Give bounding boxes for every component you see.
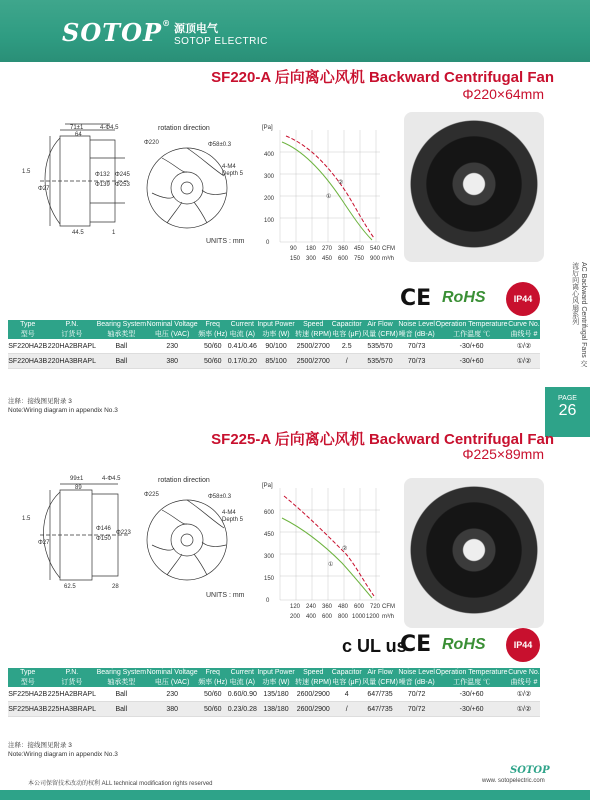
svg-text:Depth 5: Depth 5 [222,517,244,523]
section1-title: SF220-A 后向离心风机 Backward Centrifugal Fan [211,69,554,86]
section1-rotation-label: rotation direction [158,125,210,132]
svg-text:①: ① [328,562,334,568]
svg-text:Φ27: Φ27 [38,540,50,546]
svg-text:4-M4: 4-M4 [222,164,236,170]
section2-performance-chart [262,478,402,628]
section2-rotation-label: rotation direction [158,477,210,484]
section2-spec-table [8,668,540,717]
svg-text:400: 400 [264,152,275,158]
svg-text:[Pa]: [Pa] [262,125,273,131]
svg-text:0: 0 [266,598,270,604]
svg-text:②: ② [338,180,344,186]
dim-d2: Φ139 [95,182,110,188]
ip44-badge-2: IP44 [506,628,540,662]
logo: SOTOP® [62,18,172,47]
ce-mark-2: CE [400,632,432,657]
section2-units: UNITS : mm [206,592,245,599]
svg-text:0: 0 [266,240,270,246]
svg-text:600: 600 [322,614,333,620]
table-header-en: Type P.N. Bearing System Nominal Voltage Freq Current Input Power Speed Capacitor Air Flow Noise Level Operation Temperature Curve No. [8,668,540,678]
svg-text:200: 200 [264,196,275,202]
sidebar-label: AC Backward Centrifugal Fans 交流后向离心风扇系列 [571,262,587,367]
svg-text:Φ225: Φ225 [144,492,159,498]
svg-text:600: 600 [264,510,275,516]
footer-bar [0,790,590,800]
svg-text:200: 200 [290,614,301,620]
footer-website[interactable]: www. sotopelectric.com [482,778,545,784]
svg-text:450: 450 [264,532,275,538]
section2-title: SF225-A 后向离心风机 Backward Centrifugal Fan [211,431,554,448]
svg-text:Φ223: Φ223 [116,530,131,536]
ce-mark: CE [400,286,432,311]
table-header-cn: 型号 订货号 轴承类型 电压 (VAC) 频率 (Hz) 电流 (A) 功率 (W) 转速 (RPM) 电容 (μF) 风量 (CFM) 噪音 (dB-A) 工作温度 ℃ 曲线号 # [8,678,540,688]
section2-subtitle: Φ225×89mm [462,446,544,462]
svg-text:150: 150 [264,576,275,582]
svg-text:1000: 1000 [352,614,366,620]
brand-en: SOTOP ELECTRIC [174,36,268,47]
svg-text:1200: 1200 [366,614,380,620]
svg-text:720: 720 [370,604,381,610]
svg-text:900: 900 [370,256,381,262]
svg-text:Φ220: Φ220 [144,140,159,146]
table-header-cn: 型号 订货号 轴承类型 电压 (VAC) 频率 (Hz) 电流 (A) 功率 (W) 转速 (RPM) 电容 (μF) 风量 (CFM) 噪音 (dB-A) 工作温度 ℃ 曲线号 # [8,330,540,340]
brand-cn: 源顶电气 [174,23,218,35]
footer-copyright: 本公司保留技术改动的权利 ALL technical modification rights reserved [28,781,213,787]
table-row: SF220HA2B 220HA2BRAPL Ball 230 50/60 0.41/0.46 90/100 2500/2700 2.5 535/570 70/73 -30/+60 ①/② [8,339,540,354]
dim-depth: 44.5 [72,230,84,236]
section1-side-drawing [20,118,140,238]
svg-text:360: 360 [322,604,333,610]
ul-mark: c UL us [342,636,407,656]
svg-text:Φ146: Φ146 [96,526,111,532]
svg-text:99±1: 99±1 [70,476,84,482]
table-row: SF225HA2B 225HA2BRAPL Ball 230 50/60 0.60/0.90 135/180 2600/2900 4 647/735 70/72 -30/+60 ①/② [8,687,540,702]
svg-text:100: 100 [264,218,275,224]
svg-text:CFM: CFM [382,604,395,610]
svg-text:600: 600 [354,604,365,610]
svg-text:28: 28 [112,584,119,590]
svg-text:270: 270 [322,246,333,252]
svg-text:300: 300 [306,256,317,262]
svg-text:Φ58±0.3: Φ58±0.3 [208,142,232,148]
svg-text:800: 800 [338,614,349,620]
svg-text:Depth 5: Depth 5 [222,171,244,177]
svg-text:450: 450 [322,256,333,262]
svg-text:360: 360 [338,246,349,252]
svg-text:m³/h: m³/h [382,614,394,620]
svg-text:4-Φ4.5: 4-Φ4.5 [102,476,121,482]
svg-text:120: 120 [290,604,301,610]
section1-performance-chart [262,120,402,270]
dim-thick: 1.5 [22,169,31,175]
dim-d3: Φ245 [115,172,130,178]
rohs-mark: RoHS [442,289,486,306]
footer-logo: SOTOP [510,765,550,776]
svg-text:180: 180 [306,246,317,252]
svg-text:480: 480 [338,604,349,610]
svg-text:Φ58±0.3: Φ58±0.3 [208,494,232,500]
dim-shaft: Φ27 [38,186,50,192]
section2-fan-photo [404,478,544,628]
svg-text:89: 89 [75,485,82,491]
svg-text:62.5: 62.5 [64,584,76,590]
svg-text:600: 600 [338,256,349,262]
svg-text:750: 750 [354,256,365,262]
page-number-box: PAGE 26 [545,387,590,437]
table-row: SF225HA3B 225HA3BRAPL Ball 380 50/60 0.23/0.28 138/180 2600/2900 / 647/735 70/72 -30/+60 ①/② [8,702,540,717]
section2-side-drawing [20,472,140,590]
dim-d4: Φ253 [115,182,130,188]
section2-note: 注释：接线图见附录 3 Note:Wiring diagram in appendix No.3 [8,742,118,758]
dim-d1: Φ132 [95,172,110,178]
table-header-en: Type P.N. Bearing System Nominal Voltage Freq Current Input Power Speed Capacitor Air Flow Noise Level Operation Temperature Curve No. [8,320,540,330]
table-row: SF220HA3B 220HA3BRAPL Ball 380 50/60 0.17/0.20 85/100 2500/2700 / 535/570 70/73 -30/+60 ①/② [8,354,540,369]
section1-front-drawing [142,138,260,234]
header-banner [0,0,590,62]
svg-text:m³/h: m³/h [382,256,394,262]
svg-text:Φ150: Φ150 [96,536,111,542]
section2-front-drawing [142,490,260,586]
section1-fan-photo [404,112,544,262]
section1-note: 注释：接线图见附录 3 Note:Wiring diagram in appendix No.3 [8,398,118,414]
svg-text:150: 150 [290,256,301,262]
svg-text:540: 540 [370,246,381,252]
dim-inner: 64 [75,132,82,138]
svg-text:CFM: CFM [382,246,395,252]
section1-spec-table [8,320,540,369]
dim-base: 1 [112,230,116,236]
ip44-badge: IP44 [506,282,540,316]
svg-text:300: 300 [264,174,275,180]
rohs-mark-2: RoHS [442,636,486,653]
svg-text:1.5: 1.5 [22,516,31,522]
svg-text:①: ① [326,194,332,200]
svg-text:90: 90 [290,246,297,252]
svg-text:240: 240 [306,604,317,610]
svg-text:②: ② [342,546,348,552]
svg-text:450: 450 [354,246,365,252]
section1-subtitle: Φ220×64mm [462,86,544,102]
svg-text:4-M4: 4-M4 [222,510,236,516]
dim-holes: 4-Φ4.5 [100,125,119,131]
svg-text:300: 300 [264,554,275,560]
section1-units: UNITS : mm [206,238,245,245]
svg-text:[Pa]: [Pa] [262,483,273,489]
dim-width: 71±1 [70,125,84,131]
svg-text:400: 400 [306,614,317,620]
